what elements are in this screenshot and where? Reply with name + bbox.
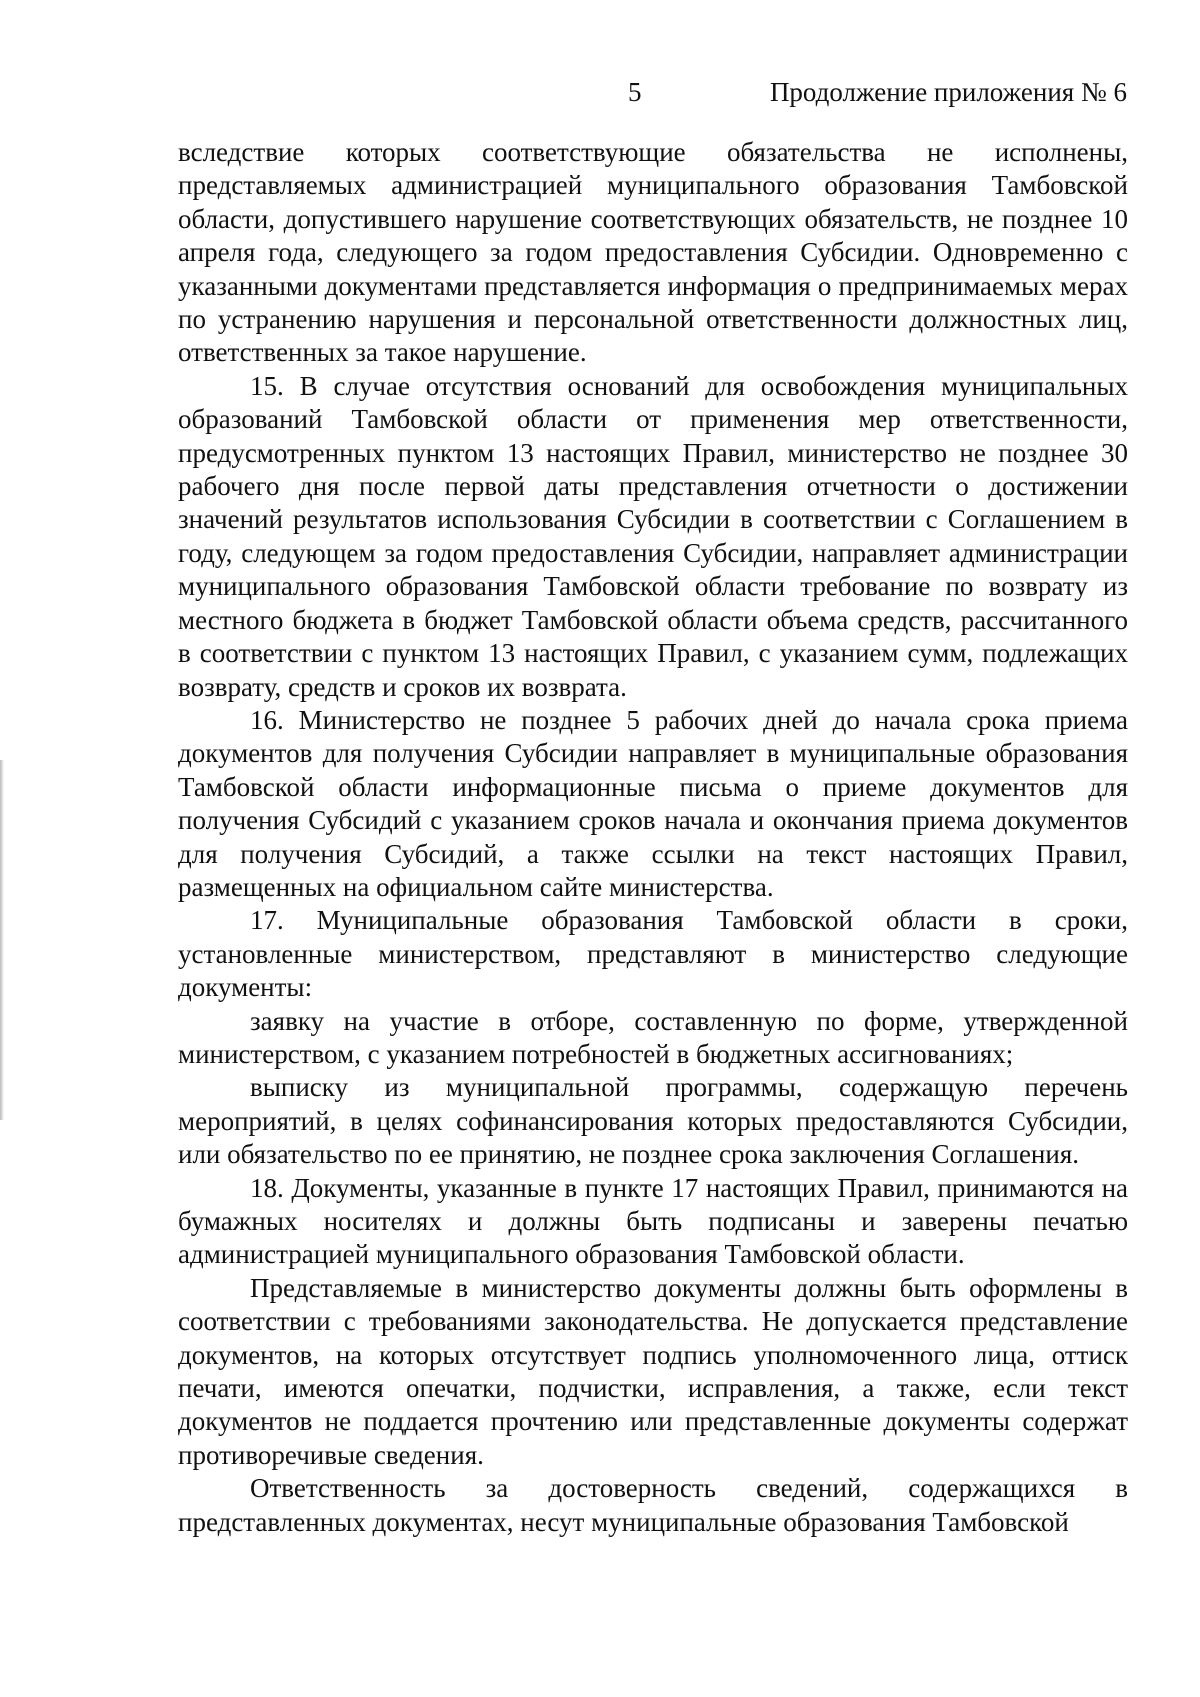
paragraph-16: 16. Министерство не позднее 5 рабочих дней до начала срока приема документов для получения Субсидии направляет в муниципальные образования Тамбовской области информационные письма о приеме документов для получения Субсидий с указанием сроков начала и окончания приема документов для получения Субсидий, а также ссылки на текст настоящих Правил, размещенных на официальном сайте министерства. xyxy=(178,704,1128,902)
appendix-continuation-title: Продолжение приложения № 6 xyxy=(769,77,1127,107)
paragraph-document-requirements: Представляемые в министерство документы должны быть оформлены в соответствии с требованиями законодательства. Не допускается представление документов, на которых отсутствует подпись уполномоченного лица, оттиск печати, имеются опечатки, подчистки, исправления, а также, если текст документов не поддается прочтению или представленные документы содержат противоречивые сведения. xyxy=(178,1272,1128,1470)
page-header xyxy=(0,72,1200,112)
paragraph-18: 18. Документы, указанные в пункте 17 настоящих Правил, принимаются на бумажных носителях и должны быть подписаны и заверены печатью администрацией муниципального образования Тамбовской области. xyxy=(178,1172,1128,1270)
scan-edge-shadow xyxy=(0,760,4,1120)
paragraph-15: 15. В случае отсутствия оснований для освобождения муниципальных образований Тамбовской области от применения мер ответственности, предусмотренных пунктом 13 настоящих Правил, министерство не позднее 30 рабочего дня после первой даты представления отчетности о достижении значений результатов использования Субсидии в соответствии с Соглашением в году, следующем за годом предоставления Субсидии, направляет администрации муниципального образования Тамбовской области требование по возврату из местного бюджета в бюджет Тамбовской области объема средств, рассчитанного в соответствии с пунктом 13 настоящих Правил, с указанием сумм, подлежащих возврату, средств и сроков их возврата. xyxy=(178,370,1128,702)
document-body xyxy=(178,136,1128,1539)
page-number: 5 xyxy=(628,77,642,107)
paragraph-14-continuation: вследствие которых соответствующие обязательства не исполнены, представляемых администрацией муниципального образования Тамбовской области, допустившего нарушение соответствующих обязательств, не позднее 10 апреля года, следующего за годом предоставления Субсидии. Одновременно с указанными документами представляется информация о предпринимаемых мерах по устранению нарушения и персональной ответственности должностных лиц, ответственных за такое нарушение. xyxy=(178,137,1128,368)
paragraph-responsibility: Ответственность за достоверность сведений, содержащихся в представленных документах, несут муниципальные образования Тамбовской xyxy=(178,1473,1128,1537)
paragraph-17: 17. Муниципальные образования Тамбовской области в сроки, установленные министерством, представляют в министерство следующие документы: xyxy=(178,905,1128,1003)
paragraph-17-item-application: заявку на участие в отборе, составленную по форме, утвержденной министерством, с указанием потребностей в бюджетных ассигнованиях; xyxy=(178,1005,1128,1069)
paragraph-17-item-program-extract: выписку из муниципальной программы, содержащую перечень мероприятий, в целях софинансирования которых предоставляются Субсидии, или обязательство по ее принятию, не позднее срока заключения Соглашения. xyxy=(178,1072,1128,1170)
